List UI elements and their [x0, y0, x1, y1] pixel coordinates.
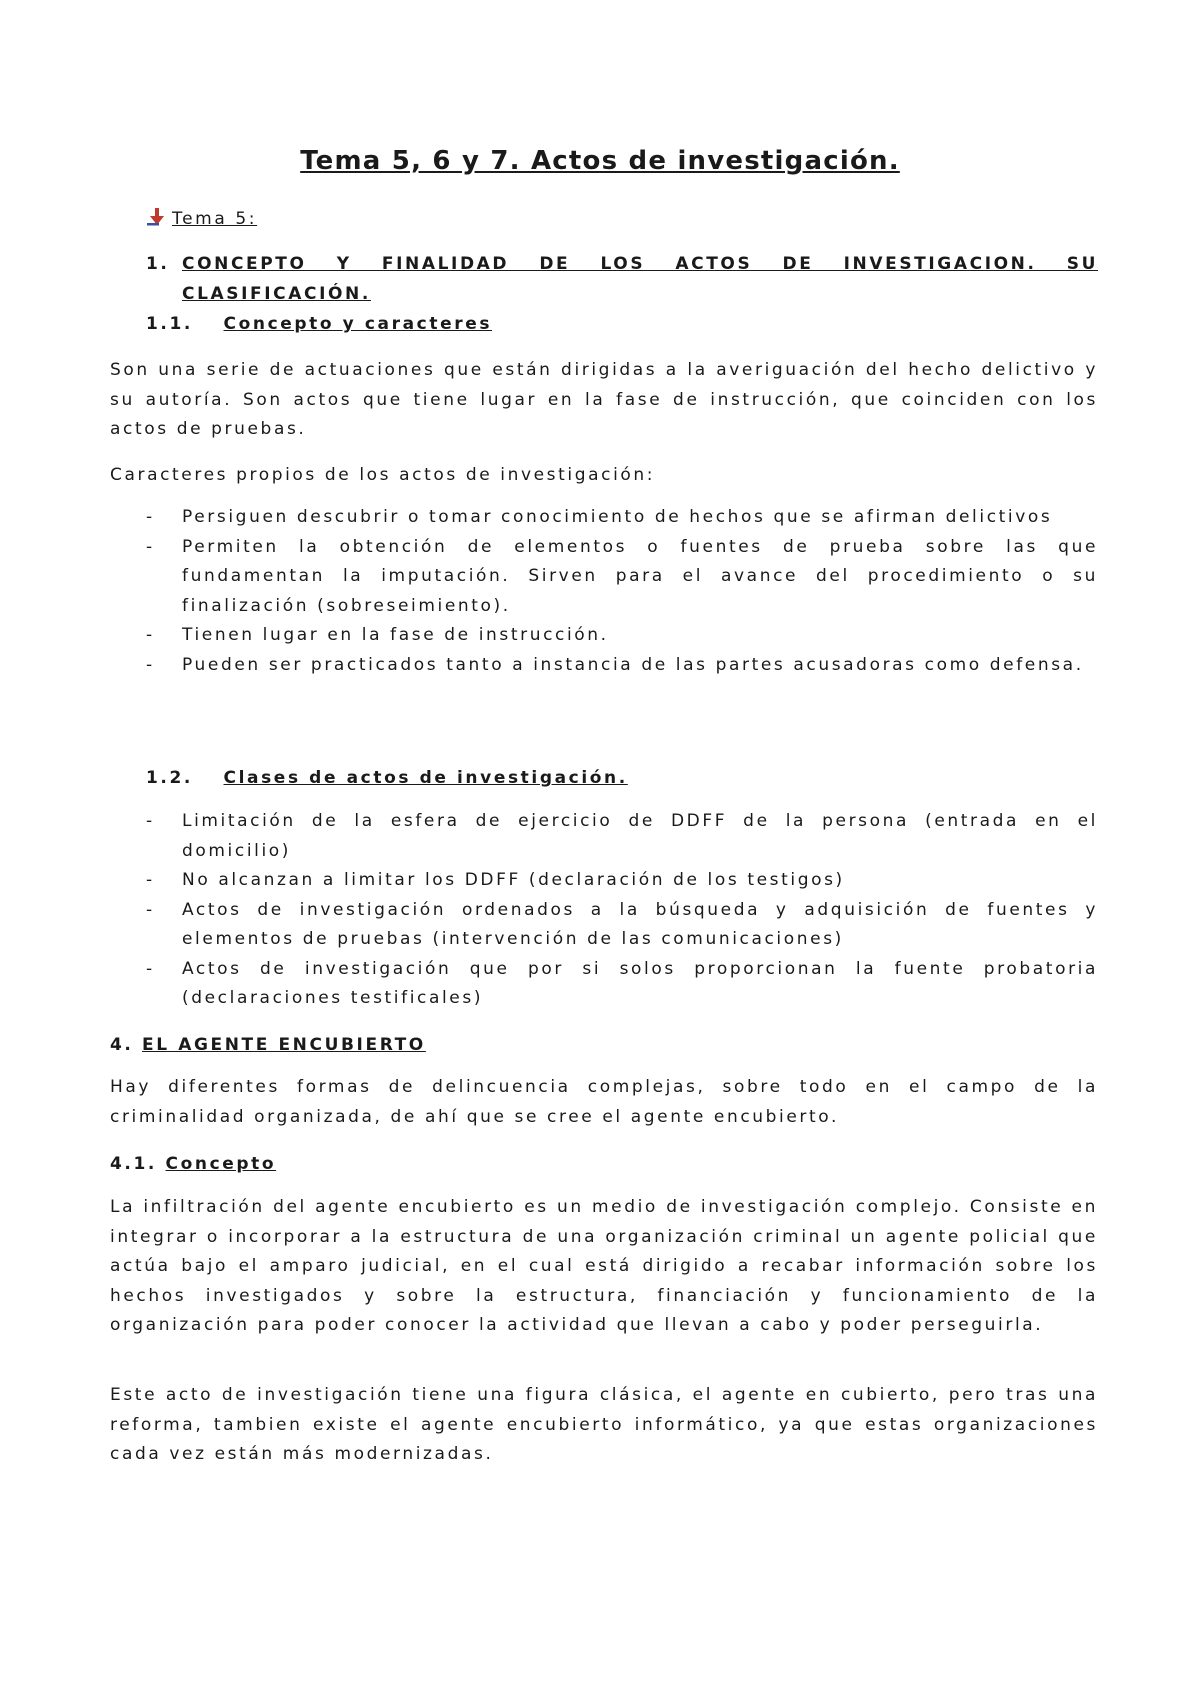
list-item [110, 621, 1098, 651]
section-4-heading [110, 1031, 426, 1061]
section-1-1-title: Concepto y caracteres [223, 314, 493, 334]
list-item-text: Actos de investigación que por si solos proporcionan la fuente probatoria (declaraciones testificales) [182, 958, 1098, 1008]
list-item [110, 533, 1098, 622]
section-1-1-number: 1.1. [146, 314, 193, 334]
paragraph-infiltracion: La infiltración del agente encubierto es un medio de investigación complejo. Consiste en integrar o incorporar a la estructura de una organización criminal un agente policial que actúa bajo el amparo judicial, en el cual está dirigido a recabar información sobre los hechos investigados y sobre la estructura, financiación y funcionamiento de la organización para poder conocer la actividad que llevan a cabo y poder perseguirla. [110, 1197, 1098, 1335]
list-item [110, 503, 1098, 533]
dash-bullet: - [146, 536, 155, 557]
section-1-1-heading [146, 310, 492, 340]
list-item-text: Limitación de la esfera de ejercicio de DDFF de la persona (entrada en el domicilio) [182, 811, 1098, 861]
clases-list [110, 807, 1098, 1014]
list-item-text: Tienen lugar en la fase de instrucción. [182, 625, 609, 645]
dash-bullet: - [146, 811, 155, 831]
list-item [110, 651, 1098, 681]
section-1-2-heading [146, 764, 628, 794]
section-1-2-number: 1.2. [146, 768, 193, 788]
list-item-text: Pueden ser practicados tanto a instancia de las partes acusadoras como defensa. [182, 654, 1084, 675]
section-4-title: EL AGENTE ENCUBIERTO [142, 1035, 426, 1055]
section-4-1-number: 4.1. [110, 1154, 157, 1174]
section-4-1-heading [110, 1150, 276, 1180]
paragraph-agente: Hay diferentes formas de delincuencia complejas, sobre todo en el campo de la criminalidad organizada, de ahí que se cree el agente encubierto. [110, 1077, 1098, 1127]
list-item [110, 955, 1098, 1014]
section-4-number: 4. [110, 1035, 134, 1055]
dash-bullet: - [146, 654, 155, 675]
list-item-text: Persiguen descubrir o tomar conocimiento de hechos que se afirman delictivos [182, 507, 1053, 527]
list-item [110, 866, 1098, 896]
dash-bullet: - [146, 958, 155, 979]
document-title: Tema 5, 6 y 7. Actos de investigación. [300, 146, 900, 176]
section-1-number: 1. [146, 254, 170, 274]
caracteres-intro: Caracteres propios de los actos de investigación: [110, 465, 656, 485]
section-1-title: CONCEPTO Y FINALIDAD DE LOS ACTOS DE INVESTIGACION. SU CLASIFICACIÓN. [182, 254, 1098, 304]
dash-bullet: - [146, 870, 155, 890]
dash-bullet: - [146, 625, 155, 645]
arrow-bullet-icon [146, 207, 168, 227]
paragraph-concepto: Son una serie de actuaciones que están dirigidas a la averiguación del hecho delictivo y su autoría. Son actos que tiene lugar en la fase de instrucción, que coinciden con los actos de pruebas. [110, 360, 1098, 439]
dash-bullet: - [146, 899, 155, 920]
dash-bullet: - [146, 507, 155, 527]
list-item-text: Permiten la obtención de elementos o fuentes de prueba sobre las que fundamentan la imputación. Sirven para el avance del procedimiento o su finalización (sobreseimiento). [182, 536, 1098, 616]
paragraph-reforma: Este acto de investigación tiene una figura clásica, el agente en cubierto, pero tras una reforma, tambien existe el agente encubierto informático, ya que estas organizaciones cada vez están más modernizadas. [110, 1385, 1098, 1464]
list-item-text: Actos de investigación ordenados a la búsqueda y adquisición de fuentes y elementos de pruebas (intervención de las comunicaciones) [182, 899, 1098, 949]
section-4-1-title: Concepto [165, 1154, 277, 1174]
list-item [110, 807, 1098, 866]
section-1-2-title: Clases de actos de investigación. [223, 768, 628, 788]
caracteres-list [110, 503, 1098, 680]
tema-label [146, 207, 257, 229]
list-item [110, 896, 1098, 955]
list-item-text: No alcanzan a limitar los DDFF (declaración de los testigos) [182, 870, 845, 890]
tema-label-text: Tema 5: [172, 209, 258, 229]
